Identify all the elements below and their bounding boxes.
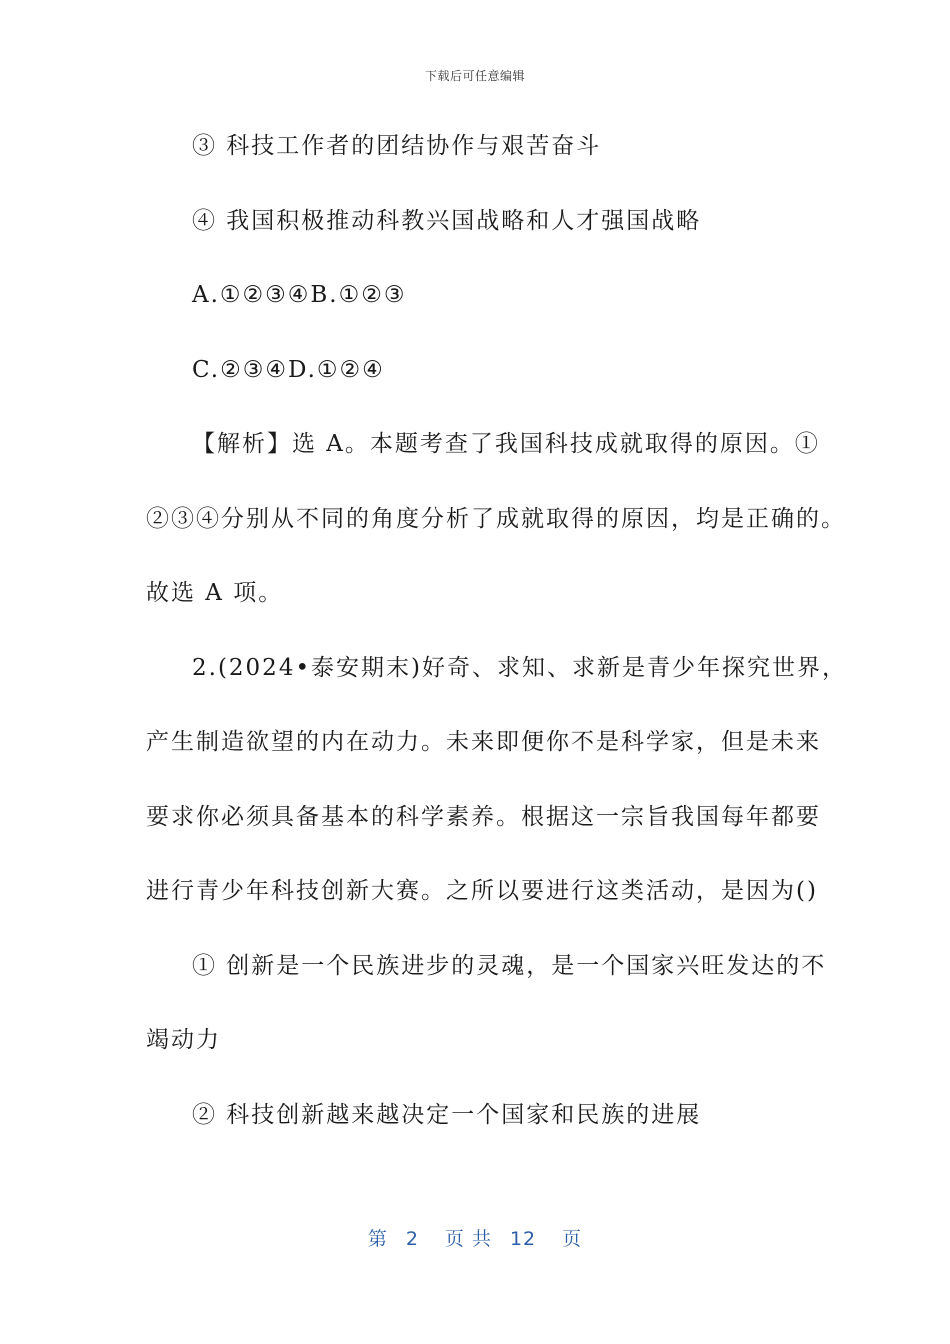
answer-choices-cd: C.②③④D.①②④ (192, 356, 385, 383)
footer-current-page: 2 (405, 1228, 419, 1250)
question-2-line-1: 2.(2024•泰安期末)好奇、求知、求新是青少年探究世界， (192, 654, 847, 681)
question-2-line-2: 产生制造欲望的内在动力。未来即便你不是科学家，但是未来 (146, 729, 821, 755)
analysis-line-2: ②③④分别从不同的角度分析了成就取得的原因，均是正确的。 (146, 505, 846, 532)
question-2-option-1-line-2: 竭动力 (146, 1027, 221, 1053)
footer-middle: 页 共 (444, 1228, 492, 1250)
analysis-line-3: 故选 A 项。 (146, 580, 284, 606)
option-line-3: ③ 科技工作者的团结协作与艰苦奋斗 (192, 133, 602, 159)
question-2-line-3: 要求你必须具备基本的科学素养。根据这一宗旨我国每年都要 (146, 803, 821, 830)
question-2-option-2: ② 科技创新越来越决定一个国家和民族的进展 (192, 1101, 702, 1128)
option-line-4: ④ 我国积极推动科教兴国战略和人才强国战略 (192, 207, 702, 234)
page-header: 下载后可任意编辑 (424, 69, 525, 83)
document-body (146, 126, 847, 1169)
question-2-option-1-line-1: ① 创新是一个民族进步的灵魂，是一个国家兴旺发达的不 (192, 952, 827, 979)
footer-prefix: 第 (367, 1228, 388, 1250)
analysis-line-1: 【解析】选 A。本题考查了我国科技成就取得的原因。① (192, 431, 820, 457)
footer-total-pages: 12 (509, 1228, 537, 1250)
answer-choices-ab: A.①②③④B.①②③ (192, 282, 407, 308)
page-footer (0, 1224, 950, 1251)
question-2-line-4: 进行青少年科技创新大赛。之所以要进行这类活动，是因为() (146, 878, 818, 904)
footer-suffix: 页 (562, 1228, 583, 1250)
